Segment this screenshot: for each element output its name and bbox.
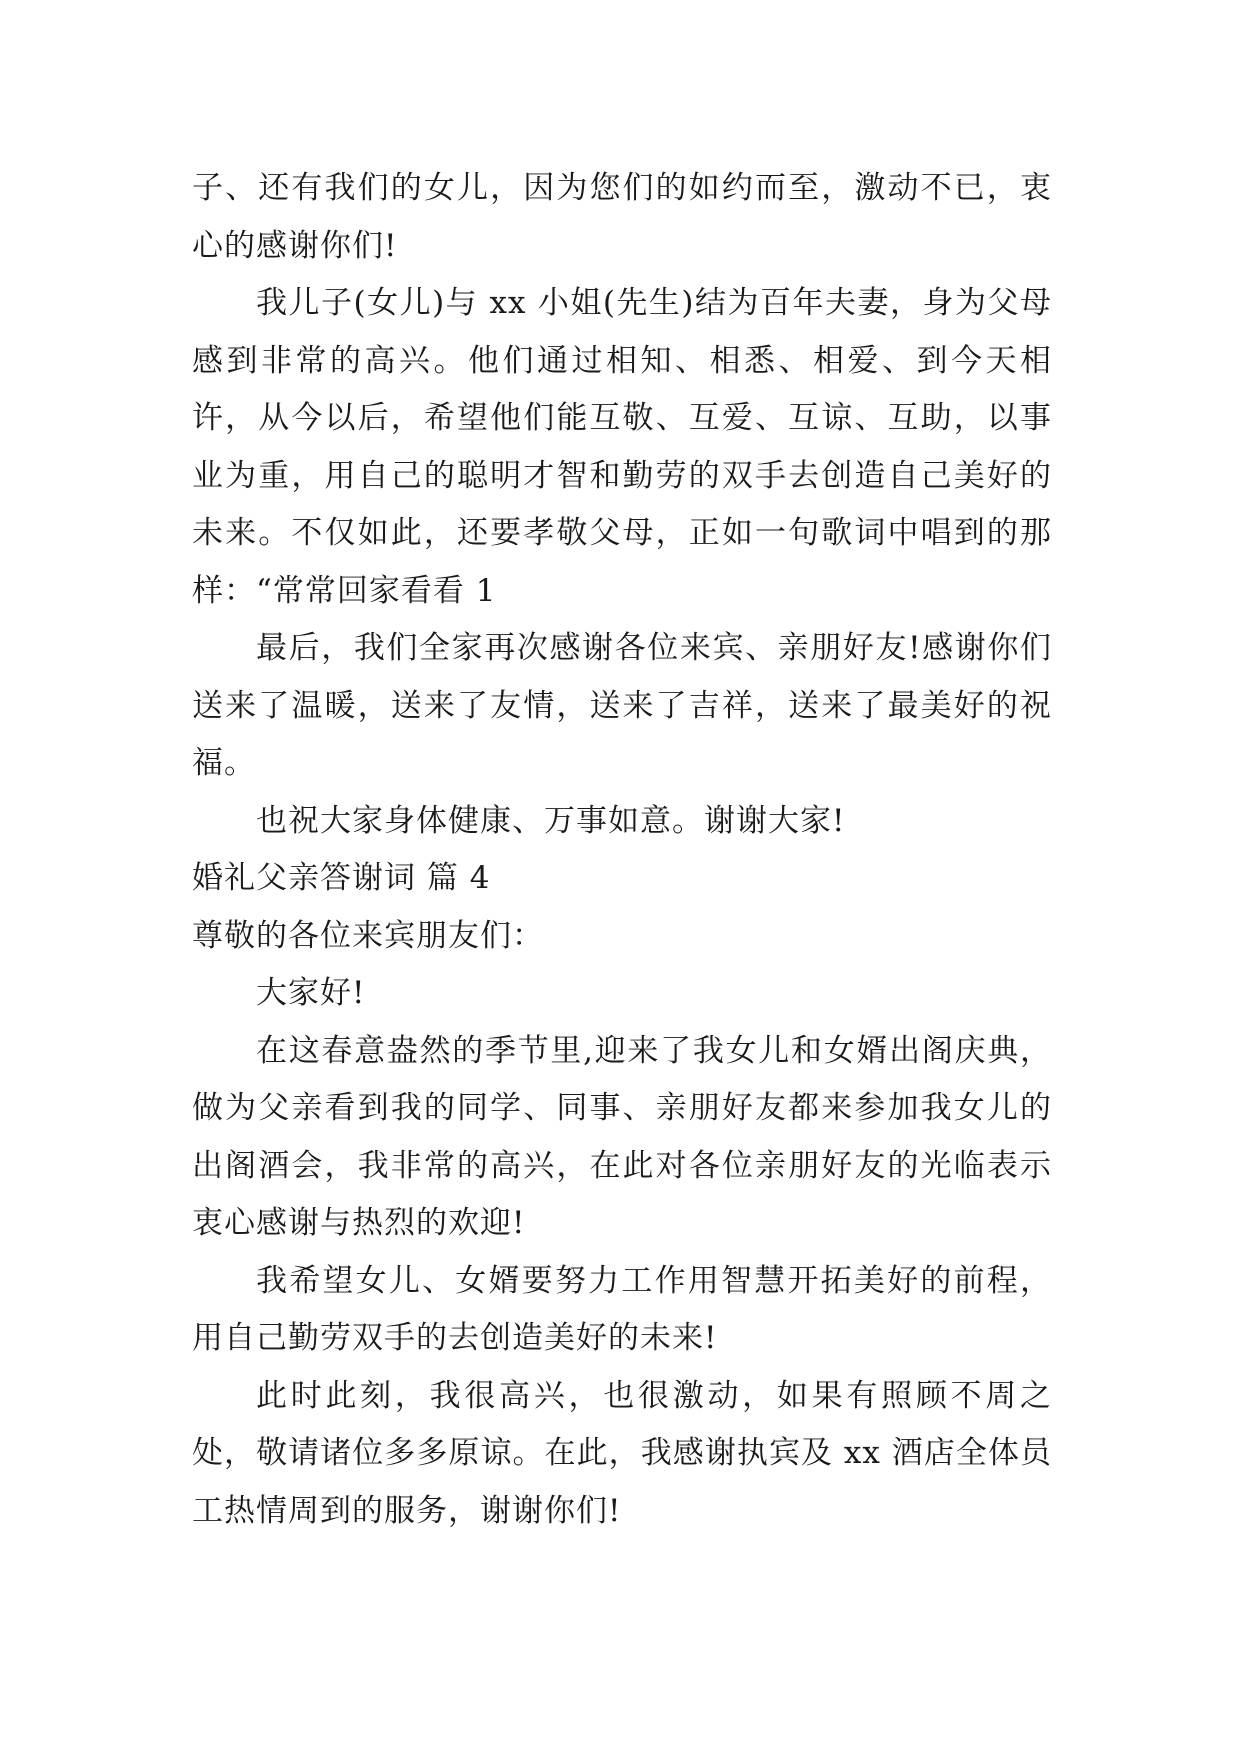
paragraph-continued: 子、还有我们的女儿，因为您们的如约而至，激动不已，衷心的感谢你们! — [192, 170, 1052, 264]
paragraph-greeting: 大家好! — [256, 975, 366, 1011]
salutation: 尊敬的各位来宾朋友们： — [192, 917, 544, 954]
paragraph-closing-wishes: 也祝大家身体健康、万事如意。谢谢大家! — [256, 802, 846, 839]
paragraph-celebration: 在这春意盎然的季节里,迎来了我女儿和女婿出阁庆典，做为父亲看到我的同学、同事、亲朋好友都来参加我女儿的出阁酒会，我非常的高兴，在此对各位亲朋好友的光临表示衷心感谢与热烈的欢迎! — [192, 1032, 1052, 1241]
paragraph-hopes: 我希望女儿、女婿要努力工作用智慧开拓美好的前程，用自己勤劳双手的去创造美好的未来! — [192, 1262, 1052, 1356]
paragraph-final-thanks: 此时此刻，我很高兴，也很激动，如果有照顾不周之处，敬请诸位多多原谅。在此，我感谢执宾及 xx 酒店全体员工热情周到的服务，谢谢你们! — [192, 1377, 1052, 1529]
paragraph-thanks-guests: 最后，我们全家再次感谢各位来宾、亲朋好友!感谢你们送来了温暖，送来了友情，送来了吉祥，送来了最美好的祝福。 — [192, 630, 1052, 781]
section-title: 婚礼父亲答谢词 篇 4 — [192, 860, 491, 896]
paragraph-marriage-wishes: 我儿子(女儿)与 xx 小姐(先生)结为百年夫妻，身为父母感到非常的高兴。他们通过相知、相悉、相爱、到今天相许，从今以后，希望他们能互敬、互爱、互谅、互助，以事业为重，用自己的聪明才智和勤劳的双手去创造自己美好的未来。不仅如此，还要孝敬父母，正如一句歌词中唱到的那样：“常常回家看看 1 — [192, 285, 1052, 609]
document-body — [192, 160, 1052, 1540]
